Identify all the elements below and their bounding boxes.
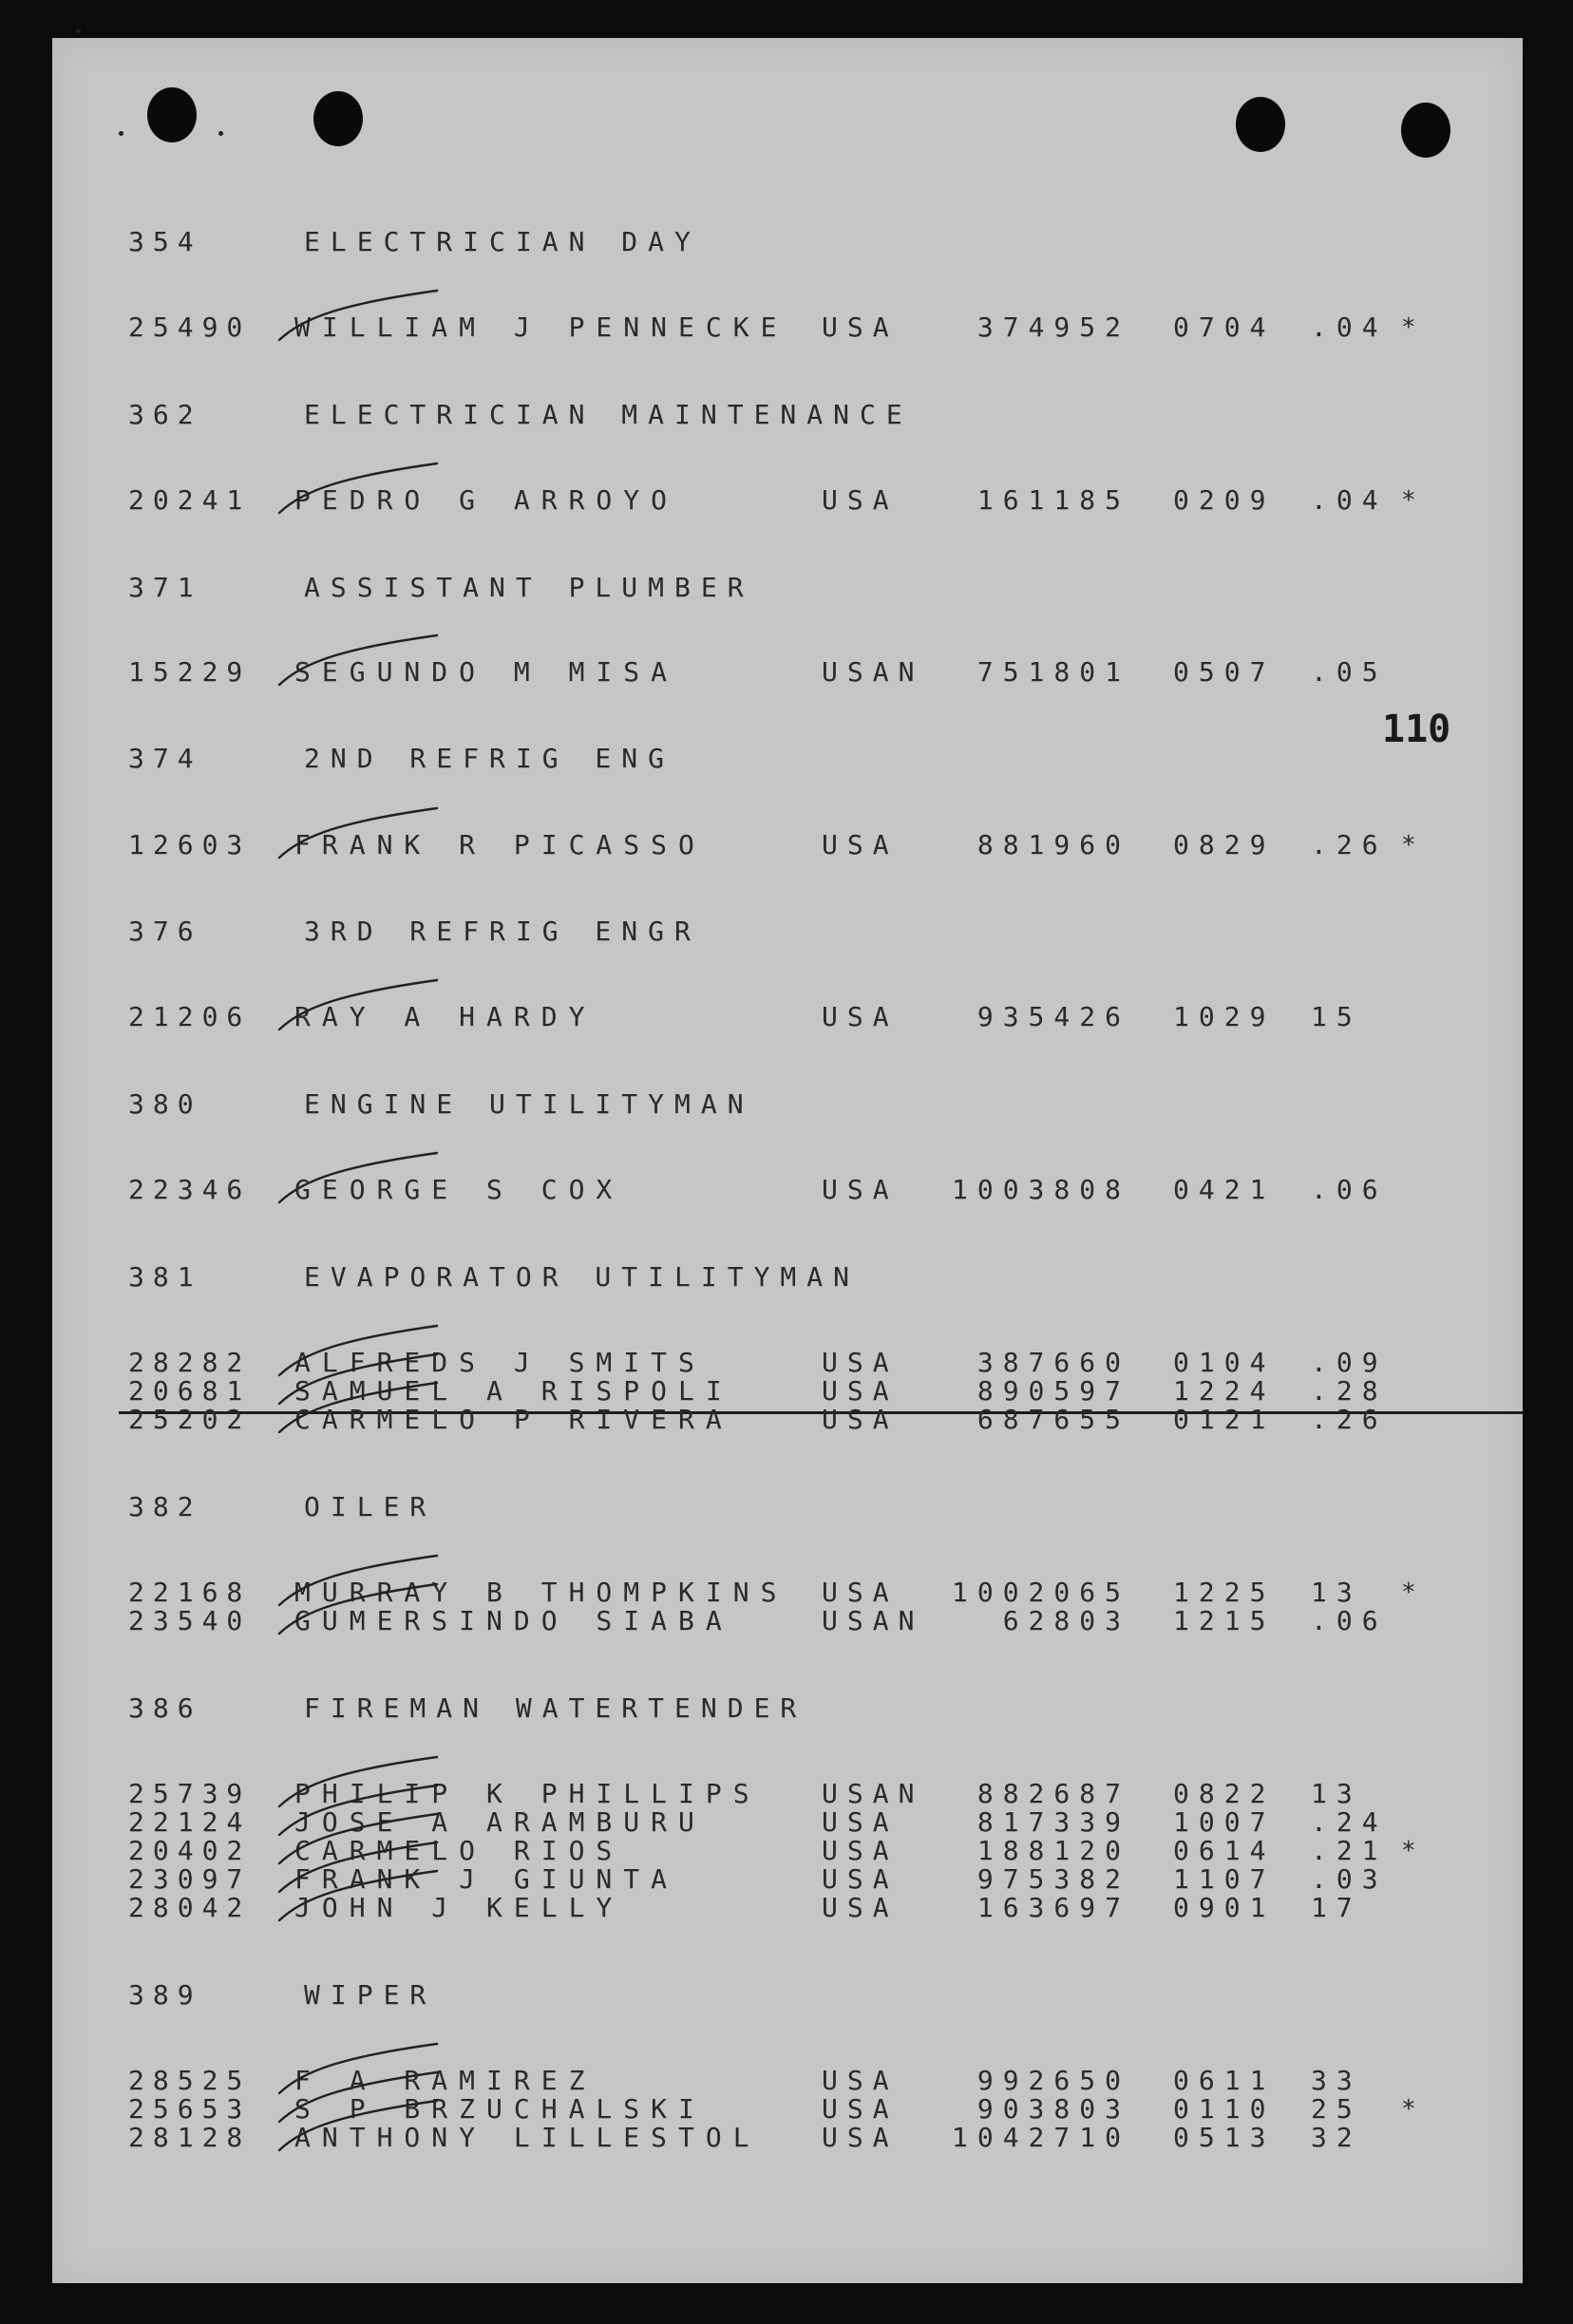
date-code: 0704 xyxy=(1173,312,1276,343)
record-number: 163697 xyxy=(976,1892,1130,1923)
employee-name: SEGUNDO M MISA xyxy=(294,656,679,688)
rate-value: 13 xyxy=(1311,1778,1362,1809)
date-code: 1007 xyxy=(1173,1806,1276,1838)
record-number: 975382 xyxy=(976,1863,1130,1895)
asterisk-mark: * xyxy=(1401,831,1416,860)
rate-value: .06 xyxy=(1311,1174,1388,1205)
date-code: 0507 xyxy=(1173,656,1276,688)
citizenship-code: USA xyxy=(822,1404,899,1435)
rate-value: .09 xyxy=(1311,1347,1388,1378)
asterisk-mark: * xyxy=(1401,2095,1416,2124)
employee-name: SAMUEL A RISPOLI xyxy=(294,1375,733,1407)
record-number: 387660 xyxy=(976,1347,1130,1378)
record-number: 992650 xyxy=(976,2065,1130,2096)
section-title: FIREMAN WATERTENDER xyxy=(304,1692,807,1724)
date-code: 0421 xyxy=(1173,1174,1276,1205)
employee-name: F A RAMIREZ xyxy=(294,2065,597,2096)
rate-value: .04 xyxy=(1311,484,1388,516)
citizenship-code: USA xyxy=(822,2065,899,2096)
employee-name: RAY A HARDY xyxy=(294,1001,597,1032)
section-code: 362 xyxy=(128,399,202,430)
citizenship-code: USA xyxy=(822,2122,899,2153)
rate-value: .04 xyxy=(1311,312,1388,343)
employee-id: 28128 xyxy=(128,2122,252,2153)
employee-id: 12603 xyxy=(128,829,252,860)
employee-id: 28525 xyxy=(128,2065,252,2096)
employee-id: 25739 xyxy=(128,1778,252,1809)
record-number: 62803 xyxy=(1002,1605,1130,1636)
asterisk-mark: * xyxy=(1401,1578,1416,1607)
rate-value: .28 xyxy=(1311,1375,1388,1407)
citizenship-code: USA xyxy=(822,829,899,860)
section-code: 371 xyxy=(128,572,202,603)
section-title: OILER xyxy=(304,1491,437,1522)
record-number: 1003808 xyxy=(951,1174,1130,1205)
citizenship-code: USA xyxy=(822,1577,899,1608)
citizenship-code: USA xyxy=(822,484,899,516)
checkmark-icon xyxy=(275,287,446,344)
section-title: 2ND REFRIG ENG xyxy=(304,743,675,774)
citizenship-code: USA xyxy=(822,2093,899,2125)
record-number: 374952 xyxy=(976,312,1130,343)
employee-id: 22346 xyxy=(128,1174,252,1205)
date-code: 0611 xyxy=(1173,2065,1276,2096)
checkmark-icon xyxy=(275,1149,446,1206)
asterisk-mark: * xyxy=(1401,486,1416,515)
rate-value: 32 xyxy=(1311,2122,1362,2153)
date-code: 1224 xyxy=(1173,1375,1276,1407)
checkmark-icon xyxy=(275,1580,446,1637)
section-title: 3RD REFRIG ENGR xyxy=(304,916,701,947)
date-code: 1107 xyxy=(1173,1863,1276,1895)
asterisk-mark: * xyxy=(1401,1837,1416,1865)
employee-name: GUMERSINDO SIABA xyxy=(294,1605,733,1636)
section-code: 374 xyxy=(128,743,202,774)
employee-name: MURRAY B THOMPKINS xyxy=(294,1577,788,1608)
record-number: 817339 xyxy=(976,1806,1130,1838)
record-number: 903803 xyxy=(976,2093,1130,2125)
citizenship-code: USA xyxy=(822,312,899,343)
date-code: 0901 xyxy=(1173,1892,1276,1923)
rate-value: .05 xyxy=(1311,656,1388,688)
roster-listing xyxy=(52,38,1523,2283)
employee-id: 20681 xyxy=(128,1375,252,1407)
record-number: 882687 xyxy=(976,1778,1130,1809)
rate-value: .21 xyxy=(1311,1835,1388,1866)
employee-name: JOHN J KELLY xyxy=(294,1892,624,1923)
employee-name: PHILIP K PHILLIPS xyxy=(294,1778,761,1809)
citizenship-code: USA xyxy=(822,1001,899,1032)
section-title: ELECTRICIAN MAINTENANCE xyxy=(304,399,913,430)
employee-name: JOSE A ARAMBURU xyxy=(294,1806,706,1838)
employee-id: 21206 xyxy=(128,1001,252,1032)
speck xyxy=(76,28,81,33)
date-code: 0822 xyxy=(1173,1778,1276,1809)
citizenship-code: USA xyxy=(822,1347,899,1378)
citizenship-code: USA xyxy=(822,1892,899,1923)
citizenship-code: USAN xyxy=(822,1778,924,1809)
employee-id: 25490 xyxy=(128,312,252,343)
date-code: 1029 xyxy=(1173,1001,1276,1032)
employee-name: S P BRZUCHALSKI xyxy=(294,2093,706,2125)
rate-value: .03 xyxy=(1311,1863,1388,1895)
employee-name: FRANK J GIUNTA xyxy=(294,1863,679,1895)
checkmark-icon xyxy=(275,632,446,689)
citizenship-code: USA xyxy=(822,1835,899,1866)
citizenship-code: USA xyxy=(822,1863,899,1895)
employee-id: 23097 xyxy=(128,1863,252,1895)
section-code: 381 xyxy=(128,1261,202,1293)
rate-value: .06 xyxy=(1311,1605,1388,1636)
employee-name: ANTHONY LILLESTOL xyxy=(294,2122,761,2153)
document-page xyxy=(52,38,1523,2283)
date-code: 1215 xyxy=(1173,1605,1276,1636)
record-number: 751801 xyxy=(976,656,1130,688)
employee-id: 28282 xyxy=(128,1347,252,1378)
rate-value: .26 xyxy=(1311,829,1388,860)
rate-value: 17 xyxy=(1311,1892,1362,1923)
employee-id: 23540 xyxy=(128,1605,252,1636)
checkmark-icon xyxy=(275,2097,446,2154)
date-code: 0209 xyxy=(1173,484,1276,516)
citizenship-code: USA xyxy=(822,1806,899,1838)
asterisk-mark: * xyxy=(1401,313,1416,342)
record-number: 890597 xyxy=(976,1375,1130,1407)
employee-name: FRANK R PICASSO xyxy=(294,829,706,860)
rate-value: 15 xyxy=(1311,1001,1362,1032)
citizenship-code: USAN xyxy=(822,656,924,688)
employee-name: PEDRO G ARROYO xyxy=(294,484,679,516)
employee-name: WILLIAM J PENNECKE xyxy=(294,312,788,343)
employee-name: ALFREDS J SMITS xyxy=(294,1347,706,1378)
employee-id: 25653 xyxy=(128,2093,252,2125)
rate-value: 25 xyxy=(1311,2093,1362,2125)
date-code: 0614 xyxy=(1173,1835,1276,1866)
section-title: ENGINE UTILITYMAN xyxy=(304,1088,754,1120)
employee-name: CARMELO RIOS xyxy=(294,1835,624,1866)
date-code: 0513 xyxy=(1173,2122,1276,2153)
checkmark-icon xyxy=(275,804,446,861)
section-code: 386 xyxy=(128,1692,202,1724)
record-number: 161185 xyxy=(976,484,1130,516)
employee-id: 15229 xyxy=(128,656,252,688)
section-code: 380 xyxy=(128,1088,202,1120)
employee-id: 28042 xyxy=(128,1892,252,1923)
record-number: 1042710 xyxy=(951,2122,1130,2153)
section-code: 354 xyxy=(128,226,202,257)
date-code: 0110 xyxy=(1173,2093,1276,2125)
section-code: 376 xyxy=(128,916,202,947)
rate-value: 33 xyxy=(1311,2065,1362,2096)
section-title: ELECTRICIAN DAY xyxy=(304,226,701,257)
citizenship-code: USA xyxy=(822,1375,899,1407)
record-number: 188120 xyxy=(976,1835,1130,1866)
employee-id: 25202 xyxy=(128,1404,252,1435)
section-title: ASSISTANT PLUMBER xyxy=(304,572,754,603)
employee-name: CARMELO P RIVERA xyxy=(294,1404,733,1435)
employee-name: GEORGE S COX xyxy=(294,1174,624,1205)
section-code: 382 xyxy=(128,1491,202,1522)
citizenship-code: USA xyxy=(822,1174,899,1205)
checkmark-icon xyxy=(275,460,446,517)
checkmark-icon xyxy=(275,1867,446,1924)
section-title: EVAPORATOR UTILITYMAN xyxy=(304,1261,861,1293)
rate-value: 13 xyxy=(1311,1577,1362,1608)
date-code: 0829 xyxy=(1173,829,1276,860)
rate-value: .26 xyxy=(1311,1404,1388,1435)
section-code: 389 xyxy=(128,1979,202,2011)
checkmark-icon xyxy=(275,976,446,1033)
citizenship-code: USAN xyxy=(822,1605,924,1636)
page-number-stamp: 110 xyxy=(1382,708,1451,751)
employee-id: 22168 xyxy=(128,1577,252,1608)
rate-value: .24 xyxy=(1311,1806,1388,1838)
record-number: 935426 xyxy=(976,1001,1130,1032)
date-code: 0104 xyxy=(1173,1347,1276,1378)
employee-id: 20241 xyxy=(128,484,252,516)
record-number: 1002065 xyxy=(951,1577,1130,1608)
date-code: 1225 xyxy=(1173,1577,1276,1608)
employee-id: 20402 xyxy=(128,1835,252,1866)
section-title: WIPER xyxy=(304,1979,437,2011)
checkmark-icon xyxy=(275,1379,446,1436)
record-number: 687655 xyxy=(976,1404,1130,1435)
record-number: 881960 xyxy=(976,829,1130,860)
employee-id: 22124 xyxy=(128,1806,252,1838)
date-code: 0121 xyxy=(1173,1404,1276,1435)
